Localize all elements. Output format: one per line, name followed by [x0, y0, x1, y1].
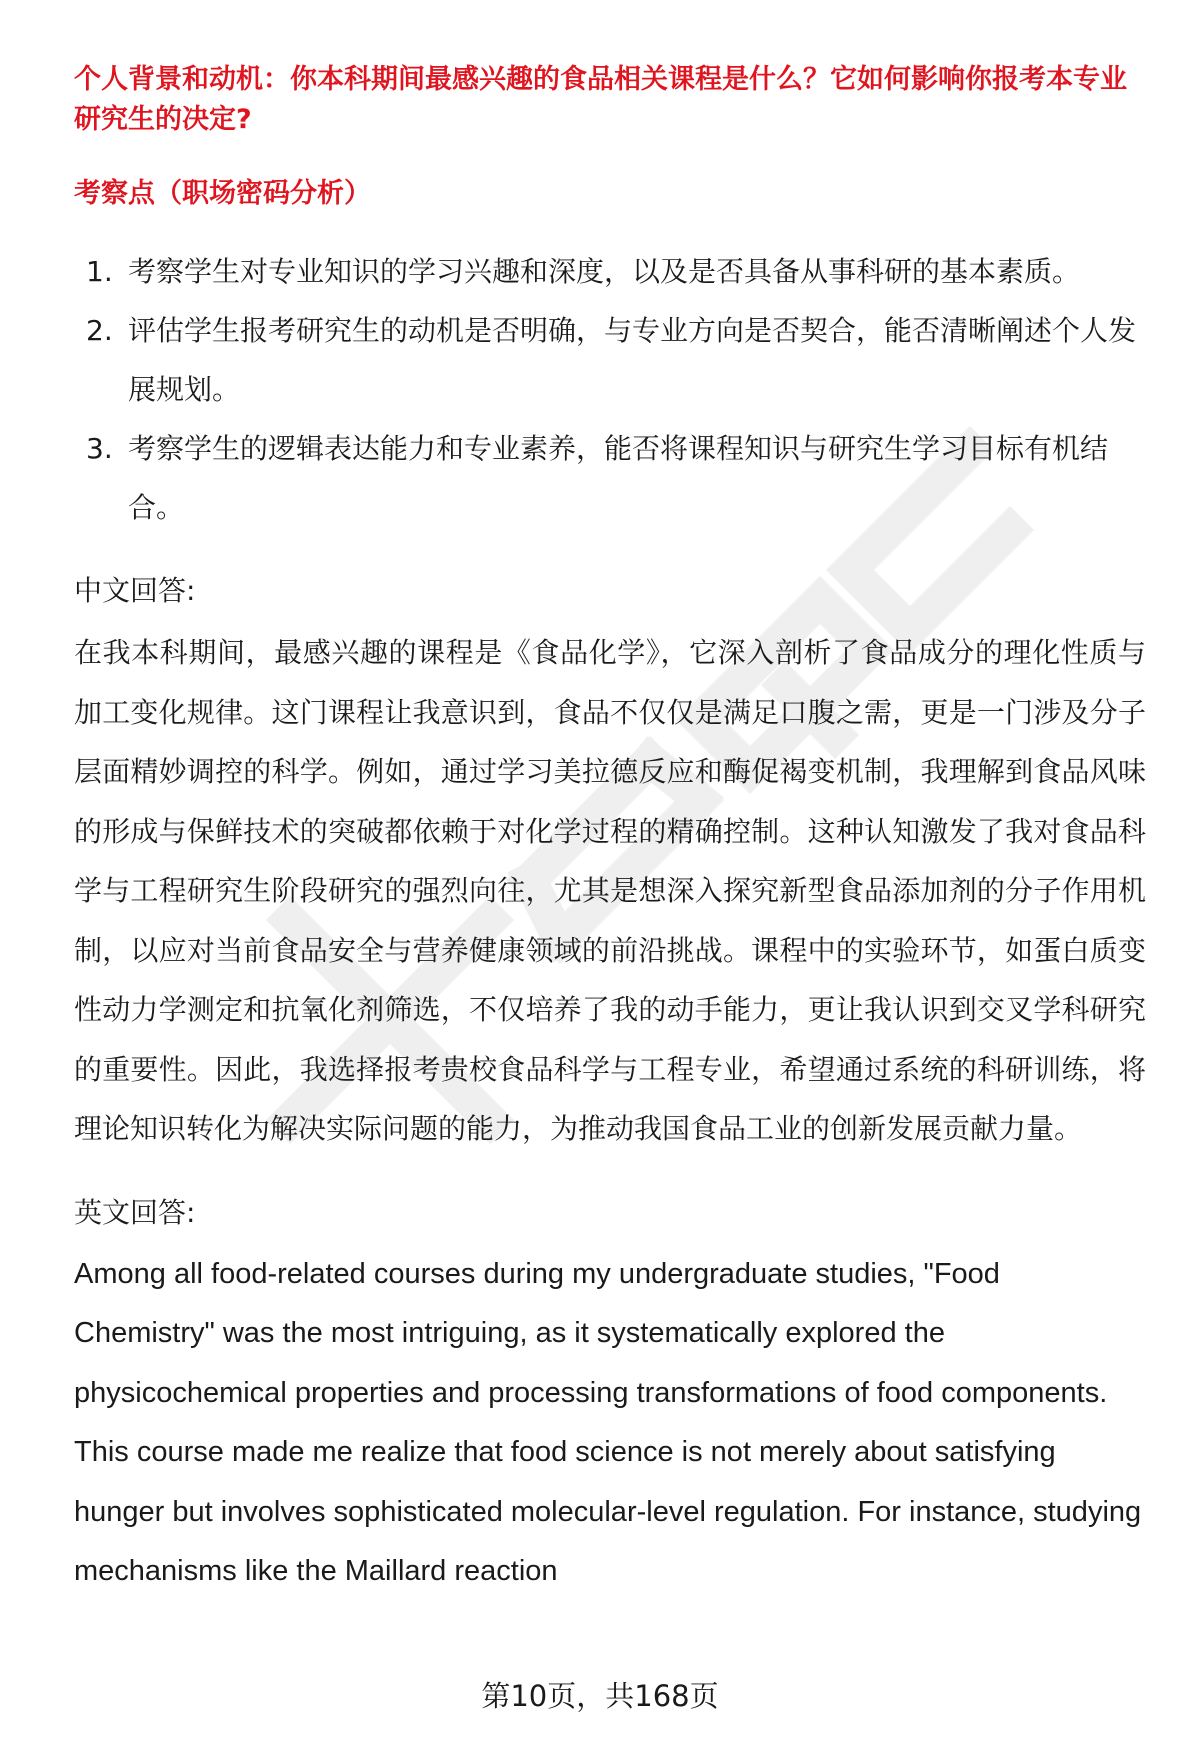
- page-number-footer: 第10页，共168页: [481, 1679, 719, 1713]
- list-item: [74, 301, 1146, 419]
- list-item-number: 2.: [86, 314, 113, 347]
- list-item: [74, 419, 1146, 537]
- chinese-answer-label: 中文回答:: [74, 574, 196, 607]
- document-page: [74, 60, 1146, 1602]
- list-item-text: 考察学生的逻辑表达能力和专业素养，能否将课程知识与研究生学习目标有机结合。: [128, 432, 1109, 524]
- list-item-text: 考察学生对专业知识的学习兴趣和深度，以及是否具备从事科研的基本素质。: [128, 255, 1081, 288]
- english-answer-label: 英文回答:: [74, 1195, 196, 1229]
- list-item-number: 1.: [86, 255, 113, 288]
- list-item: [74, 242, 1146, 301]
- english-answer-text: Among all food-related courses during my undergraduate studies, "Food Chemistry" was the most intriguing, as it systematically explored the physicochemical properties and processing transformations of food components. This course made me realize that food science is not merely about satisfying hunger but involves sophisticated molecular-level regulation. For instance, studying mechanisms like the Maillard reaction: [74, 1257, 1142, 1587]
- assessment-points-title: 考察点（职场密码分析）: [74, 178, 371, 209]
- question-heading: 个人背景和动机：你本科期间最感兴趣的食品相关课程是什么？它如何影响你报考本专业研究生的决定?: [74, 64, 1127, 135]
- chinese-answer-text: 在我本科期间，最感兴趣的课程是《食品化学》，它深入剖析了食品成分的理化性质与加工变化规律。这门课程让我意识到，食品不仅仅是满足口腹之需，更是一门涉及分子层面精妙调控的科学。例如，通过学习美拉德反应和酶促褐变机制，我理解到食品风味的形成与保鲜技术的突破都依赖于对化学过程的精确控制。这种认知激发了我对食品科学与工程研究生阶段研究的强烈向往，尤其是想深入探究新型食品添加剂的分子作用机制，以应对当前食品安全与营养健康领域的前沿挑战。课程中的实验环节，如蛋白质变性动力学测定和抗氧化剂筛选，不仅培养了我的动手能力，更让我认识到交叉学科研究的重要性。因此，我选择报考贵校食品科学与工程专业，希望通过系统的科研训练，将理论知识转化为解决实际问题的能力，为推动我国食品工业的创新发展贡献力量。: [74, 636, 1146, 1145]
- list-item-number: 3.: [86, 432, 113, 465]
- assessment-points-list: [74, 242, 1146, 537]
- list-item-text: 评估学生报考研究生的动机是否明确，与专业方向是否契合，能否清晰阐述个人发展规划。: [128, 314, 1137, 406]
